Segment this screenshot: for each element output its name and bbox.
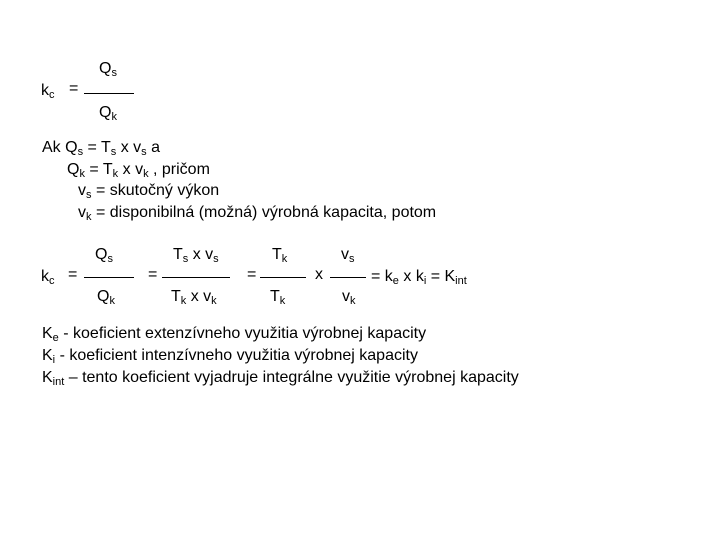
f2-frac1-numerator: $Q_s$: [95, 246, 113, 265]
f2-frac3-numerator: $T_k$: [272, 246, 288, 265]
f2-frac3-denominator: $T_k$: [270, 288, 286, 307]
def-line-2: $Q_k = T_k$ x $v_k$ , pričom: [67, 161, 210, 180]
f2-frac1-denominator: $Q_k$: [97, 288, 115, 307]
f1-fraction-bar: [84, 93, 134, 94]
f2-frac4-numerator: $v_s$: [341, 246, 355, 265]
f2-frac3-bar: [260, 277, 306, 278]
f2-frac1-bar: [84, 277, 134, 278]
f2-frac2-numerator: $T_s$ x $v_s$: [173, 246, 219, 265]
f2-lhs: $k_c$: [41, 268, 55, 287]
f1-numerator: $Q_s$: [99, 60, 117, 79]
f2-rhs: = $k_e$ x $k_i = K_{int}$: [371, 268, 467, 287]
f1-denominator: $Q_k$: [99, 104, 117, 123]
legend-line-kint: $K_{int}$ – tento koeficient vyjadruje integrálne využitie výrobnej kapacity: [42, 369, 519, 388]
def-line-4: $v_k$ = disponibilná (možná) výrobná kapacita, potom: [78, 204, 437, 223]
legend-line-ke: $K_e$ - koeficient extenzívneho využitia výrobnej kapacity: [42, 325, 427, 344]
f2-frac2-bar: [162, 277, 230, 278]
f2-frac4-bar: [330, 277, 366, 278]
f1-lhs: $k_c$: [41, 82, 55, 101]
f2-equals-2: =: [148, 266, 158, 283]
f2-equals-1: =: [68, 266, 78, 283]
f2-frac4-denominator: $v_k$: [342, 288, 356, 307]
f2-frac2-denominator: $T_k$ x $v_k$: [171, 288, 217, 307]
def-line-1: Ak $Q_s = T_s$ x $v_s$ a: [42, 139, 161, 158]
f1-equals: =: [69, 80, 79, 97]
f2-times: x: [315, 266, 323, 283]
f2-equals-3: =: [247, 266, 257, 283]
def-line-3: $v_s$ = skutočný výkon: [78, 182, 220, 201]
legend-line-ki: $K_i$ - koeficient intenzívneho využitia výrobnej kapacity: [42, 347, 418, 366]
